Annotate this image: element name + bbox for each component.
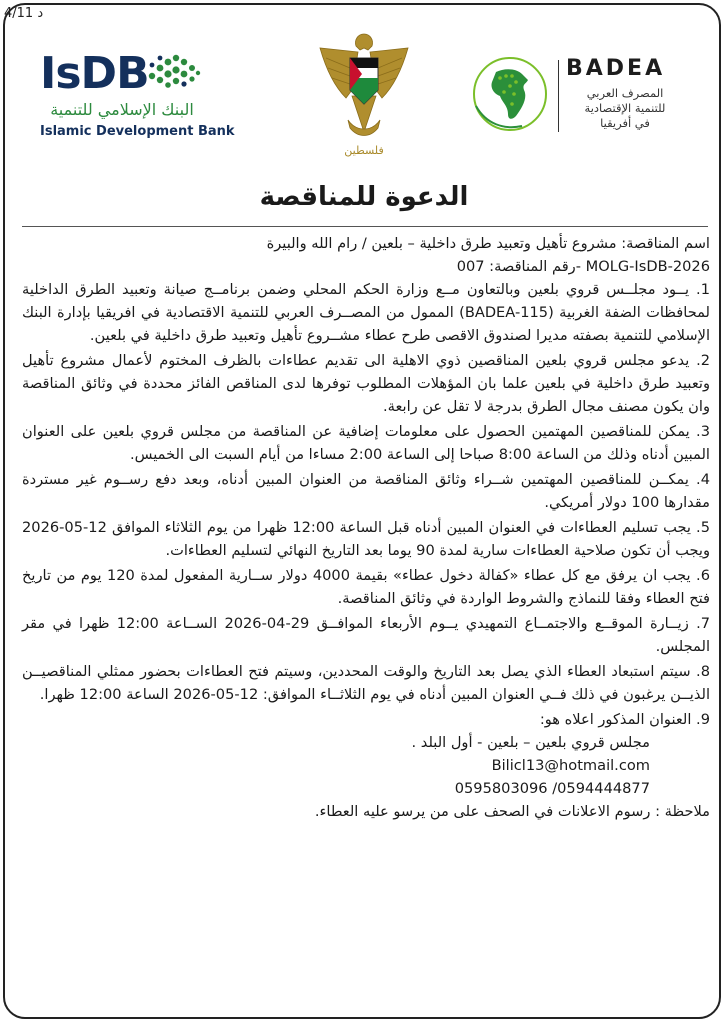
email-text: Bilicl13@hotmail.com [491, 757, 650, 774]
isdb-logo [40, 48, 235, 168]
page-reference: 4/11 د [4, 6, 44, 21]
tender-item: 8. سيتم استبعاد العطاء الذي يصل بعد التاريخ والوقت المحددين، وسيتم فتح العطاءات بحضور ممثلي المناقصيــن الذيــن يرغبون في ذلك فــي العنوان المبين أدناه في يوم الثلاثــاء الموافق: 12-05-2026 الساعة 12:00 ظهرا. [22, 663, 710, 703]
badea-separator [558, 60, 559, 132]
tender-item: 1. يــود مجلــس قروي بلعين وبالتعاون مــع وزارة الحكم المحلي وضمن برنامــج صيانة وتعبيد الطرق الداخلية لمحافظات الضفة الغربية (BADEA-115) الممول من المصــرف العربي للتنمية الاقتصادية في افريقيا بإدارة البنك الإسلامي للتنمية بصفته مديرا لصندوق الاقصى طرح عطاء مشــروع تأهيل وتعبيد طرق داخلية في بلعين. [22, 281, 710, 344]
eagle-emblem-icon [312, 28, 416, 146]
tender-name: اسم المناقصة: مشروع تأهيل وتعبيد طرق داخلية – بلعين / رام الله والبيرة [266, 235, 710, 252]
phones-text: 0595803096 /0594444877 [454, 780, 650, 797]
tender-body [22, 232, 710, 823]
isdb-wordmark: IsDB [40, 48, 149, 99]
tender-number [22, 255, 710, 278]
tender-item: 6. يجب ان يرفق مع كل عطاء «كفالة دخول عطاء» بقيمة 4000 دولار ســارية المفعول لمدة 120 يوم من تاريخ فتح العطاء وفقا للنماذج والشروط الواردة في وثائق المناقصة. [22, 567, 710, 607]
title-divider [22, 226, 708, 227]
address-council: مجلس قروي بلعين – بلعين - أول البلد . [411, 734, 650, 751]
tender-item: 4. يمكــن للمناقصين المهتمين شــراء وثائق المناقصة من العنوان المبين أدناه، وبعد دفع رســوم غير مستردة مقدارها 100 دولار أمريكي. [22, 471, 710, 511]
badea-arabic-line: في أفريقيا [600, 116, 650, 130]
badea-wordmark: BADEA [566, 56, 666, 81]
address-email [22, 754, 710, 777]
badea-arabic-line: للتنمية الإقتصادية [584, 101, 666, 115]
page-title: الدعوة للمناقصة [259, 182, 469, 212]
isdb-english-name: Islamic Development Bank [40, 124, 235, 139]
tender-item: 2. يدعو مجلس قروي بلعين المناقصين ذوي الاهلية الى تقديم عطاءات بالظرف المختوم لأعمال مشروع تأهيل وتعبيد طرق داخلية في بلعين علما بان المؤهلات المطلوب توفرها لدى المناقص الفائز محددة في وثائق المناقصة وان يكون مصنف مجال الطرق بدرجة لا تقل عن رابعة. [22, 352, 710, 415]
tender-item: 5. يجب تسليم العطاءات في العنوان المبين أدناه قبل الساعة 12:00 ظهرا من يوم الثلاثاء الموافق 12-05-2026 ويجب أن تكون صلاحية العطاءات سارية لمدة 90 يوما بعد التاريخ النهائي لتسليم العطاءات. [22, 519, 710, 559]
palestine-emblem [312, 28, 416, 158]
badea-arabic-name [566, 86, 684, 131]
emblem-caption: فلسطين [344, 144, 384, 157]
isdb-globe-icon [138, 50, 202, 90]
badea-logo [470, 50, 700, 150]
badea-arabic-line: المصرف العربي [586, 86, 664, 100]
logo-header [0, 28, 728, 168]
tender-item: 7. زيــارة الموقــع والاجتمــاع التمهيدي يــوم الأربعاء الموافــق 29-04-2026 الســاعة 12:00 ظهرا في مقر المجلس. [22, 615, 711, 655]
advert-note: ملاحظة : رسوم الاعلانات في الصحف على من يرسو عليه العطاء. [314, 803, 710, 820]
tender-item: 9. العنوان المذكور اعلاه هو: [539, 711, 710, 728]
tender-number-text: رقم المناقصة: 007- MOLG-IsDB-2026 [456, 258, 710, 275]
isdb-arabic-name: البنك الإسلامي للتنمية [50, 100, 194, 119]
badea-africa-icon [470, 54, 550, 134]
address-phones [22, 777, 710, 800]
tender-item: 3. يمكن للمناقصين المهتمين الحصول على معلومات إضافية عن المناقصة من مجلس قروي بلعين على العنوان المبين أدناه وذلك من الساعة 8:00 صباحا إلى الساعة 2:00 مساءا من أيام السبت الى الخميس. [22, 423, 710, 463]
